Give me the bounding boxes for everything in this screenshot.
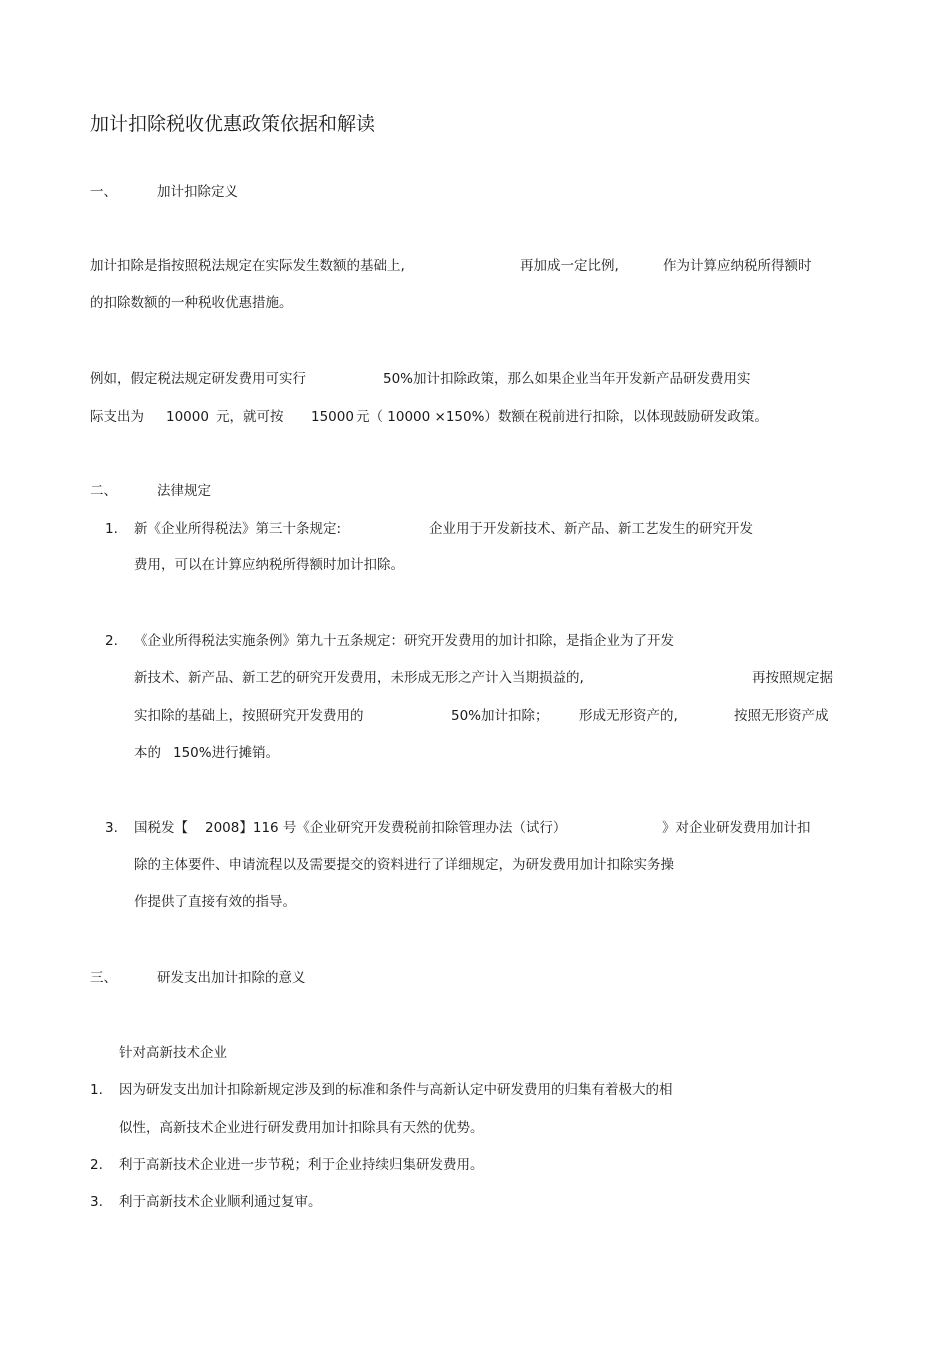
list-item-number: 1. bbox=[105, 521, 118, 537]
paragraph-text: 元，就可按 bbox=[216, 409, 284, 425]
section-heading: 加计扣除定义 bbox=[157, 184, 238, 200]
list-item-text: 50%加计扣除； bbox=[451, 708, 549, 724]
list-item-text: 150%进行摊销。 bbox=[173, 745, 280, 761]
list-item-text: 实扣除的基础上，按照研究开发费用的 bbox=[134, 708, 364, 724]
list-item-text: 按照无形资产成 bbox=[734, 708, 829, 724]
list-item-text: 本的 bbox=[134, 745, 161, 761]
paragraph-text: 再加成一定比例, bbox=[520, 258, 619, 274]
paragraph-text: 的扣除数额的一种税收优惠措施。 bbox=[90, 295, 293, 311]
paragraph-text: 元（ 10000 ×150%）数额在税前进行扣除，以体现鼓励研发政策。 bbox=[356, 409, 768, 425]
list-item-number: 2. bbox=[90, 1157, 103, 1173]
paragraph-text: 15000 bbox=[311, 409, 354, 425]
section-heading: 法律规定 bbox=[157, 483, 211, 499]
paragraph-text: 10000 bbox=[166, 409, 209, 425]
list-item-text: 国税发【 bbox=[134, 820, 188, 836]
list-item-text: 利于高新技术企业顺利通过复审。 bbox=[119, 1194, 322, 1210]
paragraph-text: 50%加计扣除政策，那么如果企业当年开发新产品研发费用实 bbox=[383, 371, 751, 387]
section-number: 一、 bbox=[90, 184, 117, 200]
list-item-text: 作提供了直接有效的指导。 bbox=[134, 894, 296, 910]
section-number: 三、 bbox=[90, 970, 117, 986]
list-item-number: 1. bbox=[90, 1082, 103, 1098]
list-item-text: 《企业所得税法实施条例》第九十五条规定：研究开发费用的加计扣除，是指企业为了开发 bbox=[134, 633, 674, 649]
subheading: 针对高新技术企业 bbox=[119, 1045, 227, 1061]
list-item-text: 费用，可以在计算应纳税所得额时加计扣除。 bbox=[134, 557, 404, 573]
list-item-text: 除的主体要件、申请流程以及需要提交的资料进行了详细规定，为研发费用加计扣除实务操 bbox=[134, 857, 674, 873]
list-item-text: 因为研发支出加计扣除新规定涉及到的标准和条件与高新认定中研发费用的归集有着极大的相 bbox=[119, 1082, 673, 1098]
list-item-text: 再按照规定据 bbox=[752, 670, 833, 686]
list-item-text: 企业用于开发新技术、新产品、新工艺发生的研究开发 bbox=[429, 521, 753, 537]
section-heading: 研发支出加计扣除的意义 bbox=[157, 970, 306, 986]
list-item-text: 利于高新技术企业进一步节税；利于企业持续归集研发费用。 bbox=[119, 1157, 484, 1173]
document-title: 加计扣除税收优惠政策依据和解读 bbox=[90, 113, 376, 135]
list-item-text: 新技术、新产品、新工艺的研究开发费用，未形成无形之产计入当期损益的, bbox=[134, 670, 584, 686]
list-item-text: 新《企业所得税法》第三十条规定: bbox=[134, 521, 342, 537]
list-item-number: 3. bbox=[105, 820, 118, 836]
list-item-number: 2. bbox=[105, 633, 118, 649]
list-item-text: 形成无形资产的, bbox=[579, 708, 678, 724]
section-number: 二、 bbox=[90, 483, 117, 499]
paragraph-text: 作为计算应纳税所得额时 bbox=[663, 258, 812, 274]
list-item-text: 》对企业研发费用加计扣 bbox=[662, 820, 811, 836]
paragraph-text: 加计扣除是指按照税法规定在实际发生数额的基础上, bbox=[90, 258, 405, 274]
list-item-text: 2008】116 号《企业研究开发费税前扣除管理办法（试行） bbox=[205, 820, 567, 836]
paragraph-text: 际支出为 bbox=[90, 409, 144, 425]
paragraph-text: 例如，假定税法规定研发费用可实行 bbox=[90, 371, 306, 387]
list-item-number: 3. bbox=[90, 1194, 103, 1210]
list-item-text: 似性，高新技术企业进行研发费用加计扣除具有天然的优势。 bbox=[119, 1120, 484, 1136]
